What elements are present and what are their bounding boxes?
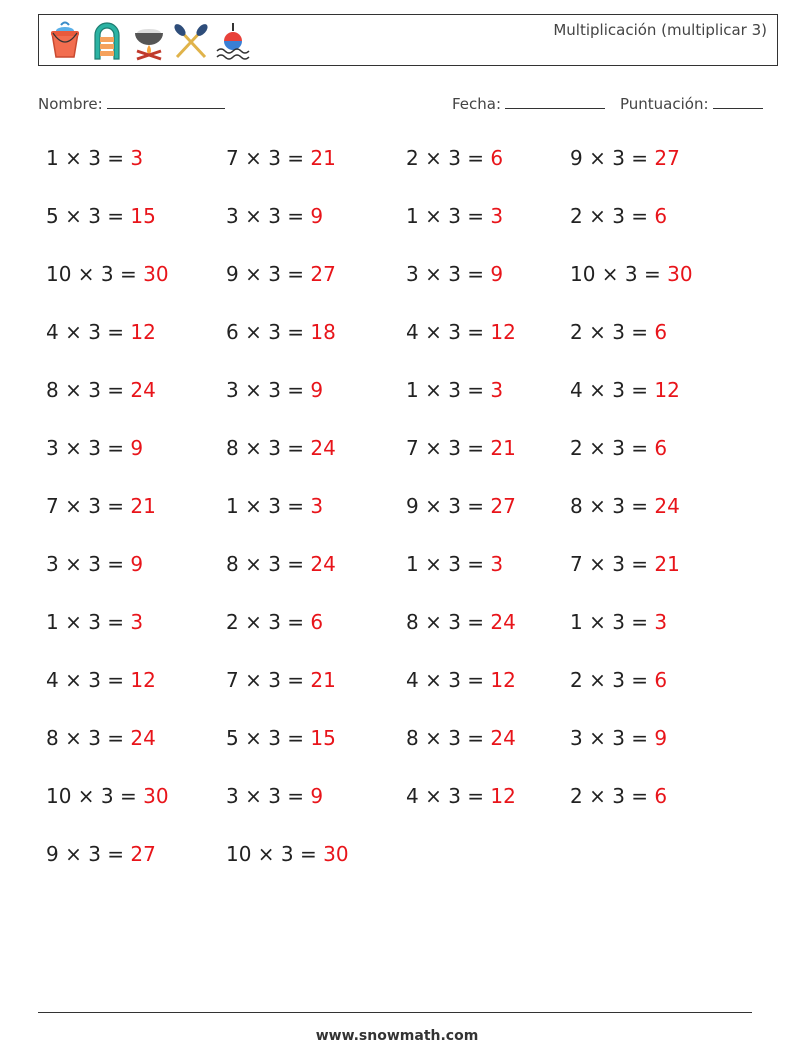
problem-question: 3 × 3 = [226,378,311,402]
problem-item [570,262,693,286]
problem-question: 2 × 3 = [570,436,655,460]
problem-answer: 24 [130,726,156,750]
problem-answer: 24 [490,610,516,634]
bucket-icon [47,19,83,61]
problem-item [226,494,323,518]
student-fields [38,94,772,116]
score-label: Puntuación: [620,95,709,113]
problem-item [406,436,516,460]
name-label: Nombre: [38,95,103,113]
problem-answer: 27 [310,262,336,286]
problem-item [570,320,667,344]
problem-item [226,146,336,170]
problem-item [226,436,336,460]
problem-question: 1 × 3 = [406,552,491,576]
problem-question: 7 × 3 = [406,436,491,460]
header-icons [47,19,251,61]
problem-question: 4 × 3 = [406,784,491,808]
problem-question: 4 × 3 = [46,668,131,692]
problem-question: 10 × 3 = [46,784,144,808]
problem-answer: 3 [490,378,504,402]
problem-question: 8 × 3 = [46,378,131,402]
problem-answer: 12 [654,378,680,402]
problem-answer: 30 [323,842,349,866]
problem-question: 10 × 3 = [46,262,144,286]
problem-item [46,842,156,866]
problem-item [226,610,323,634]
problem-answer: 9 [130,552,144,576]
problem-answer: 12 [490,668,516,692]
problem-answer: 6 [490,146,504,170]
problem-question: 3 × 3 = [570,726,655,750]
problem-item [46,146,143,170]
problem-item [46,494,156,518]
problem-question: 4 × 3 = [46,320,131,344]
problem-answer: 3 [490,552,504,576]
problem-question: 7 × 3 = [226,146,311,170]
problem-question: 2 × 3 = [570,784,655,808]
problem-question: 3 × 3 = [226,784,311,808]
problem-answer: 27 [654,146,680,170]
problem-answer: 21 [310,146,336,170]
problem-item [406,320,516,344]
problem-question: 10 × 3 = [570,262,668,286]
problem-question: 1 × 3 = [570,610,655,634]
problem-item [570,494,680,518]
problem-answer: 3 [490,204,504,228]
problem-answer: 6 [654,204,668,228]
problem-item [406,784,516,808]
problem-answer: 12 [130,320,156,344]
problem-item [46,610,143,634]
problem-answer: 3 [654,610,668,634]
problem-question: 6 × 3 = [226,320,311,344]
problem-item [46,552,143,576]
footer-url[interactable]: www.snowmath.com [315,1028,479,1044]
problem-answer: 15 [130,204,156,228]
problem-question: 2 × 3 = [570,668,655,692]
problem-answer: 12 [130,668,156,692]
problem-item [46,726,156,750]
problem-answer: 21 [490,436,516,460]
problem-item [570,610,667,634]
problem-answer: 6 [654,784,668,808]
problem-question: 2 × 3 = [406,146,491,170]
footer-divider [38,1012,752,1013]
problem-item [226,668,336,692]
problem-answer: 24 [654,494,680,518]
problem-question: 2 × 3 = [570,320,655,344]
problem-question: 3 × 3 = [406,262,491,286]
problem-question: 9 × 3 = [46,842,131,866]
problem-item [406,262,503,286]
problem-item [226,726,336,750]
problem-item [46,320,156,344]
problem-answer: 9 [654,726,668,750]
problem-answer: 18 [310,320,336,344]
date-field[interactable] [452,94,605,113]
problem-question: 2 × 3 = [226,610,311,634]
problem-item [406,610,516,634]
problem-question: 9 × 3 = [406,494,491,518]
problem-question: 1 × 3 = [226,494,311,518]
problem-question: 1 × 3 = [46,610,131,634]
problem-answer: 9 [490,262,504,286]
problem-answer: 12 [490,784,516,808]
problem-answer: 21 [310,668,336,692]
problem-item [226,784,323,808]
problem-item [570,378,680,402]
worksheet-header [38,14,778,66]
problem-answer: 30 [143,262,169,286]
problem-item [570,204,667,228]
problem-question: 9 × 3 = [226,262,311,286]
problem-answer: 3 [310,494,324,518]
score-blank[interactable] [713,94,763,109]
problem-item [570,146,680,170]
problem-answer: 6 [654,320,668,344]
problem-item [226,552,336,576]
problem-question: 9 × 3 = [570,146,655,170]
date-blank[interactable] [505,94,605,109]
problem-item [226,320,336,344]
problem-question: 5 × 3 = [226,726,311,750]
problem-item [406,146,503,170]
problem-question: 4 × 3 = [406,320,491,344]
name-field[interactable] [38,94,225,113]
problem-question: 10 × 3 = [226,842,324,866]
problem-item [570,726,667,750]
problem-answer: 3 [130,146,144,170]
problem-answer: 27 [490,494,516,518]
problem-item [570,784,667,808]
problem-item [46,436,143,460]
problem-answer: 9 [310,784,324,808]
problem-question: 1 × 3 = [406,204,491,228]
problem-question: 3 × 3 = [46,436,131,460]
fishing-float-icon [215,19,251,61]
problem-answer: 15 [310,726,336,750]
problem-answer: 24 [310,552,336,576]
problem-answer: 21 [130,494,156,518]
problem-item [226,378,323,402]
problem-question: 7 × 3 = [46,494,131,518]
problem-answer: 6 [654,436,668,460]
problem-answer: 3 [130,610,144,634]
problem-question: 2 × 3 = [570,204,655,228]
problem-answer: 9 [310,204,324,228]
problem-question: 8 × 3 = [570,494,655,518]
problem-item [406,726,516,750]
problem-question: 8 × 3 = [406,726,491,750]
problem-question: 4 × 3 = [570,378,655,402]
problem-answer: 6 [654,668,668,692]
problem-item [570,668,667,692]
problem-item [46,784,169,808]
problem-question: 8 × 3 = [46,726,131,750]
problem-item [46,204,156,228]
crossed-paddles-icon [173,19,209,61]
problem-answer: 30 [143,784,169,808]
worksheet-title: Multiplicación (multiplicar 3) [553,21,767,39]
problem-answer: 30 [667,262,693,286]
problem-answer: 27 [130,842,156,866]
problem-question: 8 × 3 = [406,610,491,634]
problem-item [406,668,516,692]
problem-answer: 24 [490,726,516,750]
problem-answer: 9 [310,378,324,402]
problem-answer: 9 [130,436,144,460]
problem-item [406,378,503,402]
problem-item [570,436,667,460]
problem-answer: 24 [310,436,336,460]
problem-item [226,204,323,228]
problem-answer: 21 [654,552,680,576]
problem-question: 1 × 3 = [46,146,131,170]
problem-question: 8 × 3 = [226,436,311,460]
score-field[interactable] [620,94,763,113]
problem-answer: 24 [130,378,156,402]
problem-question: 3 × 3 = [46,552,131,576]
problem-question: 5 × 3 = [46,204,131,228]
name-blank[interactable] [107,94,225,109]
problem-question: 4 × 3 = [406,668,491,692]
problem-question: 8 × 3 = [226,552,311,576]
problem-item [226,842,349,866]
problem-question: 1 × 3 = [406,378,491,402]
problem-question: 7 × 3 = [570,552,655,576]
problem-item [570,552,680,576]
problem-item [46,668,156,692]
problem-item [46,262,169,286]
problem-item [406,204,503,228]
problem-item [226,262,336,286]
campfire-pot-icon [131,19,167,61]
problem-item [46,378,156,402]
problem-question: 7 × 3 = [226,668,311,692]
life-raft-icon [89,19,125,61]
problem-question: 3 × 3 = [226,204,311,228]
problem-answer: 6 [310,610,324,634]
problem-item [406,552,503,576]
problem-item [406,494,516,518]
problem-answer: 12 [490,320,516,344]
date-label: Fecha: [452,95,502,113]
